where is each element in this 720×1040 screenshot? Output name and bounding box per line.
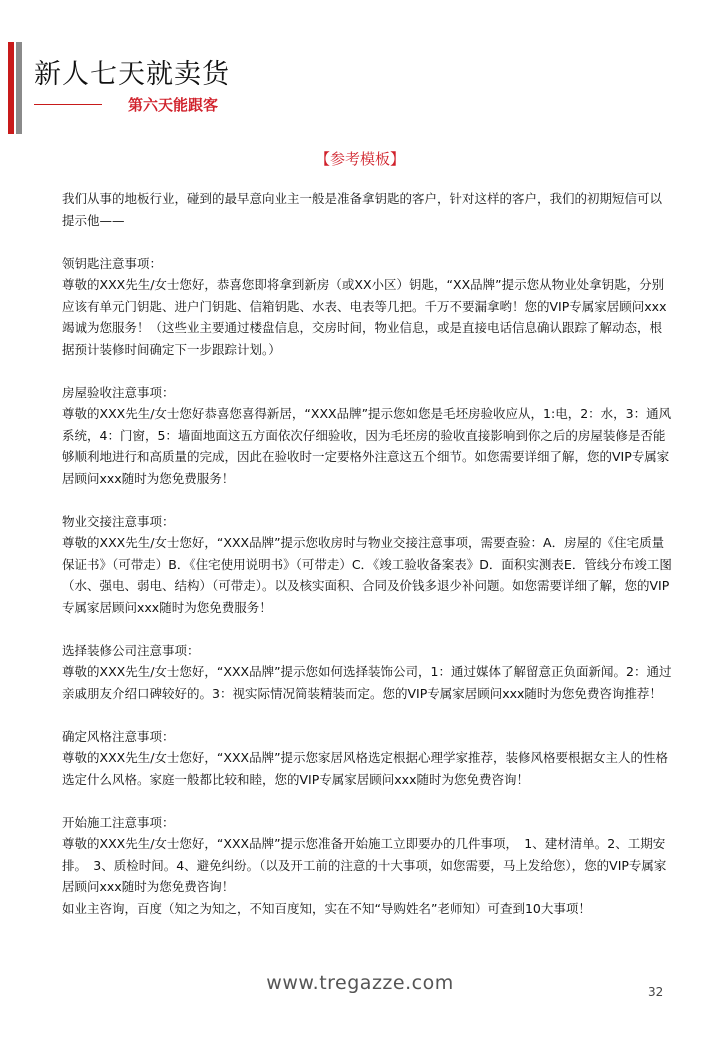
header-grey-bar [16, 42, 22, 134]
section-block [62, 511, 672, 619]
section-title: 选择装修公司注意事项： [62, 642, 200, 658]
footer-watermark: www.tregazze.com [266, 972, 454, 994]
closing-line: 如业主咨询，百度（知之为知之，不知百度知，实在不知“导购姓名”老师知）可查到10大事项！ [62, 900, 591, 916]
page-number: 32 [648, 985, 664, 999]
section-text: 尊敬的XXX先生/女士您好，“XXX品牌”提示您收房时与物业交接注意事项，需要查验：A．房屋的《住宅质量保证书》（可带走）B．《住宅使用说明书》（可带走）C．《竣工验收备案表》D．面积实测表E．管线分布竣工图（水、强电、弱电、结构）（可带走）。以及核实面积、合同及价钱多退少补问题。如您需要详细了解，您的VIP专属家居顾问xxx随时为您免费服务！ [62, 535, 672, 615]
section-block [62, 640, 672, 705]
section-text: 尊敬的XXX先生/女士您好恭喜您喜得新居，“XXX品牌”提示您如您是毛坯房验收应从，1:电，2：水，3：通风系统，4：门窗，5：墙面地面这五方面依次仔细验收，因为毛坯房的验收直接影响到你之后的房屋装修是否能够顺利地进行和高质量的完成，因此在验收时一定要格外注意这五个细节。如您需要详细了解，您的VIP专属家居顾问xxx随时为您免费服务！ [62, 406, 672, 486]
page-title: 新人七天就卖货 [34, 59, 230, 90]
section-text: 尊敬的XXX先生/女士您好，“XXX品牌”提示您家居风格选定根据心理学家推荐，装修风格要根据女主人的性格选定什么风格。家庭一般都比较和睦，您的VIP专属家居顾问xxx随时为您免费咨询！ [62, 750, 669, 787]
section-title: 领钥匙注意事项： [62, 255, 163, 271]
header-red-bar [8, 42, 14, 134]
section-title: 开始施工注意事项： [62, 814, 175, 830]
section-title: 物业交接注意事项： [62, 513, 175, 529]
section-title: 确定风格注意事项： [62, 728, 175, 744]
section-text: 尊敬的XXX先生/女士您好，“XXX品牌”提示您准备开始施工立即要办的几件事项， 1、建材清单。2、工期安排。 3、质检时间。4、避免纠纷。（以及开工前的注意的十大事项，如您需要，马上发给您），您的VIP专属家居顾问xxx随时为您免费咨询！ [62, 836, 667, 894]
title-underline [34, 104, 102, 105]
document-body [62, 188, 672, 919]
intro-paragraph: 我们从事的地板行业，碰到的最早意向业主一般是准备拿钥匙的客户，针对这样的客户，我们的初期短信可以提示他—— [62, 191, 663, 228]
section-block [62, 253, 672, 361]
section-block [62, 726, 672, 791]
section-block [62, 812, 672, 920]
section-title: 房屋验收注意事项： [62, 384, 175, 400]
section-heading: 【参考模板】 [314, 150, 405, 168]
section-block [62, 382, 672, 490]
page-subtitle: 第六天能跟客 [128, 96, 219, 114]
section-text: 尊敬的XXX先生/女士您好，“XXX品牌”提示您如何选择装饰公司，1：通过媒体了解留意正负面新闻。2：通过亲戚朋友介绍口碑较好的。3：视实际情况简装精装而定。您的VIP专属家居顾问xxx随时为您免费咨询推荐！ [62, 664, 672, 701]
section-text: 尊敬的XXX先生/女士您好，恭喜您即将拿到新房（或XX小区）钥匙，“XX品牌”提示您从物业处拿钥匙，分别应该有单元门钥匙、进户门钥匙、信箱钥匙、水表、电表等几把。千万不要漏拿哟！您的VIP专属家居顾问xxx竭诚为您服务！（这些业主要通过楼盘信息，交房时间，物业信息，或是直接电话信息确认跟踪了解动态，根据预计装修时间确定下一步跟踪计划。） [62, 277, 667, 357]
